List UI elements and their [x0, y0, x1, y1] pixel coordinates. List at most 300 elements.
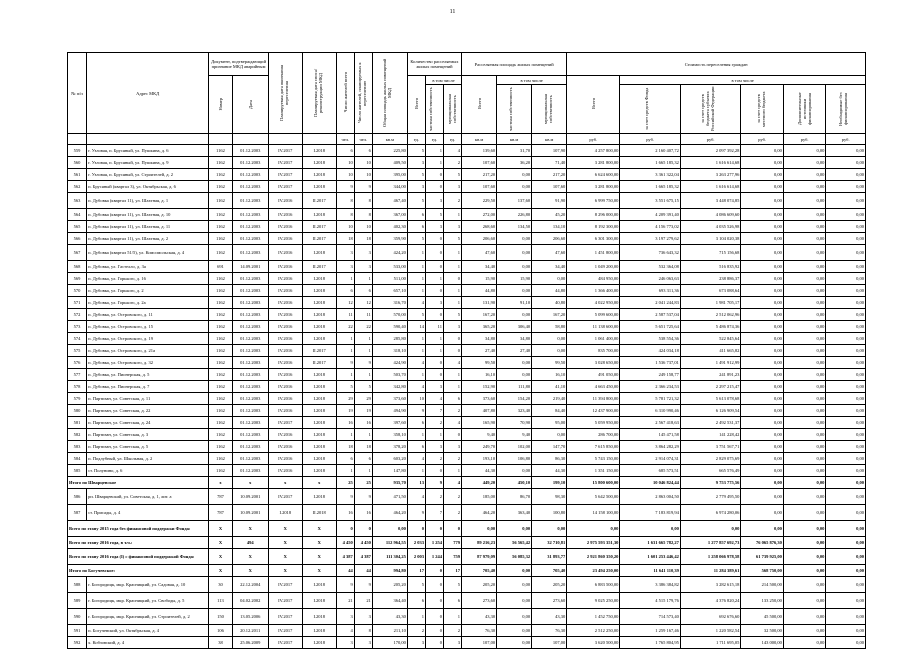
- header-demolition-date: Планируемая дата сноса/ реконструкции МКД: [302, 53, 336, 134]
- subtotal-cell: 0,00: [783, 537, 825, 549]
- table-cell: 471,50: [372, 489, 407, 505]
- table-cell: 4 209 391,40: [620, 209, 681, 221]
- table-cell: IV.2017: [268, 637, 302, 649]
- table-cell: 0,00: [741, 393, 783, 405]
- table-cell: 373,60: [462, 393, 497, 405]
- table-cell: 1: [407, 285, 425, 297]
- table-cell: 6 301 300,00: [567, 233, 620, 245]
- table-cell: 0,00: [826, 145, 866, 157]
- row-number: 569: [68, 273, 87, 285]
- table-cell: 19: [354, 405, 372, 417]
- table-cell: 0,00: [783, 145, 825, 157]
- table-cell: 0,00: [497, 593, 532, 609]
- table-cell: 0: [425, 577, 443, 593]
- subtotal-cell: X: [209, 565, 232, 577]
- row-number: 566: [68, 233, 87, 245]
- table-cell: 22.12.2004: [232, 577, 268, 593]
- table-cell: 91,10: [497, 297, 532, 309]
- header-cost-local: за счет средств местного бюджета: [741, 85, 783, 134]
- table-cell: 238 886,37: [680, 273, 741, 285]
- subtotal-cell: 25: [354, 477, 372, 489]
- table-cell: 1: [443, 245, 461, 261]
- table-cell: 01.12.2003: [232, 333, 268, 345]
- table-cell: 1 220 582,54: [680, 625, 741, 637]
- table-cell: 3 104 020,38: [680, 233, 741, 245]
- table-cell: 167,20: [462, 309, 497, 321]
- header-doc-group: Документ, подтверждающий признание МКД аварийным: [209, 53, 269, 76]
- table-cell: 1162: [209, 145, 232, 157]
- table-cell: 6: [407, 221, 425, 233]
- table-row: [68, 405, 866, 417]
- table-cell: 0,00: [741, 193, 783, 209]
- table-cell: 359,90: [372, 233, 407, 245]
- subtotal-cell: 44: [354, 565, 372, 577]
- subtotal-cell: x: [302, 477, 336, 489]
- table-cell: 0,00: [826, 465, 866, 477]
- table-cell: 0,00: [741, 221, 783, 233]
- table-cell: I.2018: [302, 181, 336, 193]
- table-cell: 424,20: [372, 245, 407, 261]
- table-cell: 424,90: [372, 357, 407, 369]
- row-number: 580: [68, 405, 87, 417]
- table-cell: I.2018: [302, 625, 336, 637]
- row-number: 559: [68, 145, 87, 157]
- table-cell: 44,30: [462, 465, 497, 477]
- table-cell: 31,70: [497, 145, 532, 157]
- subtotal-label: Всего по этапу 2016 года, в т.ч.:: [68, 537, 209, 549]
- address-cell: п. Партизан, ул. Советская, д. 24: [87, 417, 209, 429]
- header-area-private: частная собственность: [497, 85, 532, 134]
- subtotal-cell: 0: [407, 521, 425, 537]
- subtotal-cell: 779: [443, 537, 461, 549]
- table-cell: 323,40: [497, 405, 532, 417]
- table-cell: 3: [425, 221, 443, 233]
- row-number: 579: [68, 393, 87, 405]
- table-cell: 15,90: [497, 273, 532, 285]
- header-total-area: Общая площадь жилых помещений МКД: [372, 53, 407, 134]
- address-cell: г. Богородицк, мкр. Красницкий, ул. Строителей, д. 2: [87, 609, 209, 625]
- table-cell: 44,30: [532, 465, 567, 477]
- subtotal-cell: 25: [336, 477, 354, 489]
- table-cell: 43,30: [532, 609, 567, 625]
- table-cell: 4: [443, 357, 461, 369]
- table-cell: 835 700,00: [567, 345, 620, 357]
- table-cell: 10: [336, 221, 354, 233]
- table-cell: 0,00: [826, 181, 866, 193]
- subtotal-cell: X: [232, 521, 268, 537]
- table-cell: 11: [336, 309, 354, 321]
- table-row: [68, 285, 866, 297]
- table-cell: IV.2016: [268, 209, 302, 221]
- table-row: [68, 453, 866, 465]
- table-cell: 693 311,36: [620, 285, 681, 297]
- subtotal-cell: 44: [336, 565, 354, 577]
- table-cell: 8: [354, 193, 372, 209]
- table-cell: 107,00: [532, 637, 567, 649]
- table-cell: 0,00: [826, 637, 866, 649]
- subtotal-cell: 1 601 253 446,42: [620, 549, 681, 565]
- table-row: [68, 369, 866, 381]
- table-cell: 14.09.2001: [232, 261, 268, 273]
- table-cell: 1162: [209, 233, 232, 245]
- table-cell: 206,60: [462, 233, 497, 245]
- table-cell: 2 914 074,31: [620, 453, 681, 465]
- subtotal-cell: 0,00: [372, 521, 407, 537]
- table-cell: 1: [425, 157, 443, 169]
- table-cell: 1: [354, 369, 372, 381]
- table-cell: 5 642 500,00: [567, 489, 620, 505]
- table-cell: 0,00: [741, 381, 783, 393]
- table-cell: 01.12.2003: [232, 429, 268, 441]
- subtotal-cell: 0: [354, 521, 372, 537]
- table-cell: 1162: [209, 297, 232, 309]
- table-cell: I.2018: [302, 321, 336, 333]
- table-cell: IV.2017: [268, 609, 302, 625]
- table-cell: 0,00: [741, 245, 783, 261]
- table-cell: 10: [336, 169, 354, 181]
- table-cell: 9,40: [462, 429, 497, 441]
- table-cell: 5: [407, 145, 425, 157]
- table-cell: 0,00: [826, 505, 866, 521]
- table-cell: 4 515 179,76: [620, 593, 681, 609]
- header-doc-date: Дата: [232, 76, 268, 134]
- row-number: 574: [68, 333, 87, 345]
- header-rooms-municipal: муниципальная собственность: [443, 85, 461, 134]
- table-cell: 0,00: [826, 169, 866, 181]
- table-cell: 395,00: [372, 169, 407, 181]
- table-cell: 344,00: [372, 181, 407, 193]
- table-cell: 0: [425, 181, 443, 193]
- table-cell: 150: [209, 609, 232, 625]
- table-cell: IV.2016: [268, 357, 302, 369]
- table-cell: IV.2016: [268, 245, 302, 261]
- subtotal-cell: 0,00: [783, 521, 825, 537]
- table-cell: 268,60: [462, 221, 497, 233]
- table-cell: 01.12.2003: [232, 357, 268, 369]
- units-cell-blank: [232, 134, 268, 145]
- table-cell: 464,20: [372, 505, 407, 521]
- subtotal-cell: 494: [232, 537, 268, 549]
- table-cell: 0,00: [741, 417, 783, 429]
- table-cell: 0,00: [783, 465, 825, 477]
- table-cell: 6: [443, 393, 461, 405]
- subtotal-cell: 56 085,32: [497, 549, 532, 565]
- table-cell: 58,80: [532, 321, 567, 333]
- header-area-group: Расселяемая площадь жилых помещений: [462, 53, 567, 76]
- table-cell: 1: [354, 345, 372, 357]
- subtotal-cell: X: [209, 521, 232, 537]
- table-cell: IV.2016: [268, 321, 302, 333]
- table-cell: 1: [407, 261, 425, 273]
- subtotal-cell: X: [302, 521, 336, 537]
- table-cell: 0,00: [826, 333, 866, 345]
- table-cell: 0,00: [783, 441, 825, 453]
- table-cell: 0: [443, 333, 461, 345]
- table-cell: I.2018: [302, 593, 336, 609]
- table-cell: 1: [336, 345, 354, 357]
- table-cell: 342,80: [372, 381, 407, 393]
- table-cell: 1162: [209, 381, 232, 393]
- table-cell: 145 471,58: [620, 429, 681, 441]
- table-cell: 2: [425, 489, 443, 505]
- table-cell: 47,60: [462, 245, 497, 261]
- subtotal-label: Итого по Шварцевское: [68, 477, 209, 489]
- subtotal-cell: 0,00: [783, 477, 825, 489]
- table-cell: 1 665 185,32: [620, 181, 681, 193]
- table-cell: 01.12.2003: [232, 309, 268, 321]
- subtotal-cell: 0,00: [826, 549, 866, 565]
- table-cell: 137,60: [497, 193, 532, 209]
- table-cell: 3 197 279,62: [620, 233, 681, 245]
- unit-cell: руб.: [567, 134, 620, 145]
- address-cell: п. Дубовка, ул. Горького, д. 16: [87, 273, 209, 285]
- table-cell: 3 281 800,00: [567, 157, 620, 169]
- table-row: [68, 637, 866, 649]
- table-cell: 0,00: [826, 309, 866, 321]
- table-cell: 6 999 750,00: [567, 193, 620, 209]
- table-cell: IV.2016: [268, 345, 302, 357]
- subtotal-cell: 0,00: [532, 521, 567, 537]
- table-cell: 18: [354, 233, 372, 245]
- subtotal-cell: 61 739 925,00: [741, 549, 783, 565]
- table-cell: 107,60: [532, 181, 567, 193]
- table-cell: 1162: [209, 417, 232, 429]
- table-cell: 0,00: [783, 193, 825, 209]
- subtotal-cell: 0,00: [497, 565, 532, 577]
- subtotal-cell: 76 065 876,30: [741, 537, 783, 549]
- table-cell: 01.12.2003: [232, 193, 268, 209]
- subtotal-cell: 4 387: [354, 549, 372, 565]
- table-cell: 205,20: [372, 577, 407, 593]
- table-cell: 1: [336, 465, 354, 477]
- table-cell: 134,10: [532, 221, 567, 233]
- table-cell: 0,00: [783, 405, 825, 417]
- table-cell: 2 587 537,04: [620, 309, 681, 321]
- table-cell: 2 863 004,50: [620, 489, 681, 505]
- table-row: [68, 577, 866, 593]
- table-cell: 0,00: [741, 273, 783, 285]
- subtotal-cell: 568 750,00: [741, 565, 783, 577]
- table-cell: 9: [354, 357, 372, 369]
- table-cell: 0,00: [783, 169, 825, 181]
- table-cell: I.2018: [302, 405, 336, 417]
- table-cell: 8: [354, 625, 372, 637]
- table-cell: 0: [425, 233, 443, 245]
- table-cell: 9: [336, 489, 354, 505]
- table-row: [68, 429, 866, 441]
- table-cell: 5: [407, 193, 425, 209]
- table-cell: 1 491 912,99: [680, 357, 741, 369]
- table-cell: 8 296 000,00: [567, 209, 620, 221]
- table-cell: 0,00: [783, 577, 825, 593]
- table-cell: 665 576,49: [680, 465, 741, 477]
- subtotal-cell: X: [302, 565, 336, 577]
- address-cell: ст. Полунино, д. 6: [87, 465, 209, 477]
- table-cell: 133 250,00: [741, 593, 783, 609]
- table-cell: 225,80: [372, 145, 407, 157]
- table-cell: II.2018: [302, 505, 336, 521]
- table-cell: 01.12.2003: [232, 157, 268, 169]
- subtotal-cell: 0,00: [826, 477, 866, 489]
- table-cell: 3 551 675,15: [620, 193, 681, 209]
- subtotal-cell: 0,00: [783, 549, 825, 565]
- table-cell: 86,70: [497, 489, 532, 505]
- table-cell: 3: [336, 637, 354, 649]
- table-cell: 10.09.2001: [232, 489, 268, 505]
- table-cell: 4: [336, 625, 354, 637]
- table-cell: 657,10: [372, 285, 407, 297]
- table-cell: IV.2016: [268, 273, 302, 285]
- table-row: [68, 297, 866, 309]
- table-cell: 21: [336, 593, 354, 609]
- header-address: Адрес МКД: [87, 53, 209, 134]
- table-cell: 484 950,00: [567, 273, 620, 285]
- table-cell: 34,80: [462, 333, 497, 345]
- subtotal-label: Всего по этапу 2016 года (I) с финансовой поддержкой Фонда:: [68, 549, 209, 565]
- table-cell: 3 620 500,00: [567, 637, 620, 649]
- table-cell: II.2017: [302, 221, 336, 233]
- subtotal-cell: X: [268, 537, 302, 549]
- table-row: [68, 489, 866, 505]
- table-cell: 32 500,00: [741, 625, 783, 637]
- table-cell: 9: [407, 505, 425, 521]
- table-cell: 25.06.2009: [232, 637, 268, 649]
- table-cell: 4: [443, 417, 461, 429]
- table-cell: 1 765 804,95: [620, 637, 681, 649]
- table-cell: 6: [336, 145, 354, 157]
- table-cell: 0,00: [741, 169, 783, 181]
- table-cell: I.2018: [302, 333, 336, 345]
- table-cell: 2 567 418,63: [620, 417, 681, 429]
- units-cell-blank: [302, 134, 336, 145]
- table-cell: 4: [407, 357, 425, 369]
- table-cell: 0,00: [783, 417, 825, 429]
- subtotal-cell: 10 046 824,44: [620, 477, 681, 489]
- row-number: 567: [68, 245, 87, 261]
- table-row: [68, 221, 866, 233]
- row-number: 583: [68, 441, 87, 453]
- table-cell: IV.2017: [268, 169, 302, 181]
- table-cell: 0: [425, 465, 443, 477]
- row-number: 577: [68, 369, 87, 381]
- table-cell: II.2017: [302, 357, 336, 369]
- table-cell: IV.2016: [268, 193, 302, 209]
- subtotal-cell: 994,80: [372, 565, 407, 577]
- address-cell: г. Узловая, п. Брусяный, ул. Пушкина, д. 9: [87, 157, 209, 169]
- table-cell: 0,00: [741, 333, 783, 345]
- table-cell: 0: [425, 245, 443, 261]
- address-cell: ст. Присады, д. 4: [87, 505, 209, 521]
- table-cell: 1: [443, 209, 461, 221]
- table-cell: 16: [354, 505, 372, 521]
- table-row: [68, 145, 866, 157]
- table-cell: 0,00: [741, 297, 783, 309]
- table-cell: 5: [443, 309, 461, 321]
- table-cell: 0,00: [783, 345, 825, 357]
- table-cell: 107,60: [462, 157, 497, 169]
- table-cell: 4 022 950,00: [567, 297, 620, 309]
- subtotal-cell: x: [209, 477, 232, 489]
- table-cell: I.2018: [302, 285, 336, 297]
- subtotal-cell: 0: [425, 565, 443, 577]
- table-cell: 0: [443, 429, 461, 441]
- table-cell: 01.12.2003: [232, 369, 268, 381]
- table-cell: 20.12.2011: [232, 625, 268, 637]
- table-cell: 0: [425, 261, 443, 273]
- table-cell: 1162: [209, 157, 232, 169]
- table-cell: 306,40: [497, 321, 532, 333]
- table-row: [68, 357, 866, 369]
- table-cell: 1 366 400,00: [567, 285, 620, 297]
- table-cell: 511,00: [372, 273, 407, 285]
- table-cell: 2: [443, 505, 461, 521]
- table-cell: 18: [354, 441, 372, 453]
- table-cell: 4 086 609,60: [680, 209, 741, 221]
- subtotal-cell: 199,10: [532, 477, 567, 489]
- table-cell: 2: [407, 625, 425, 637]
- table-cell: 7: [425, 505, 443, 521]
- table-cell: 107,00: [462, 637, 497, 649]
- unit-cell: руб.: [741, 134, 783, 145]
- subtotal-cell: 450,10: [497, 477, 532, 489]
- table-cell: 1162: [209, 209, 232, 221]
- table-cell: 01.12.2003: [232, 465, 268, 477]
- table-cell: I.2018: [302, 169, 336, 181]
- table-cell: 0,00: [741, 157, 783, 169]
- table-row: [68, 309, 866, 321]
- table-cell: 0,00: [783, 489, 825, 505]
- table-cell: 0,00: [783, 309, 825, 321]
- table-cell: 0,00: [783, 393, 825, 405]
- table-cell: 16: [336, 417, 354, 429]
- table-cell: 4 257 800,00: [567, 145, 620, 157]
- header-area-municipal: муниципальная собственность: [532, 85, 567, 134]
- table-cell: 1 061 400,00: [567, 333, 620, 345]
- table-cell: 15,90: [462, 273, 497, 285]
- table-cell: 407,80: [462, 405, 497, 417]
- table-cell: II.2017: [302, 345, 336, 357]
- table-cell: I.2018: [302, 489, 336, 505]
- table-row: [68, 625, 866, 637]
- subtotal-cell: 0,00: [826, 521, 866, 537]
- table-cell: 0,00: [497, 577, 532, 593]
- table-cell: 0,00: [741, 233, 783, 245]
- table-cell: I.2018: [302, 609, 336, 625]
- table-cell: 1 981 705,17: [680, 297, 741, 309]
- address-cell: п. Дубовка (квартал 11), ул. Шахтная, д. 1: [87, 193, 209, 209]
- table-cell: 467,40: [372, 193, 407, 209]
- table-cell: 494,90: [372, 405, 407, 417]
- unit-cell: ед.: [407, 134, 425, 145]
- subtotal-cell: 0: [443, 521, 461, 537]
- subtotal-label: Всего по этапу 2015 года без финансовой поддержки Фонда:: [68, 521, 209, 537]
- table-cell: 21: [354, 593, 372, 609]
- table-cell: 99,50: [462, 357, 497, 369]
- table-cell: 0,00: [783, 209, 825, 221]
- table-cell: 6: [407, 441, 425, 453]
- table-cell: 0,00: [497, 261, 532, 273]
- table-cell: 1 452 750,00: [567, 609, 620, 625]
- table-cell: 16: [354, 417, 372, 429]
- table-cell: 0: [443, 345, 461, 357]
- row-number: 587: [68, 505, 87, 521]
- table-cell: 0,00: [497, 181, 532, 193]
- subtotal-cell: X: [232, 549, 268, 565]
- table-cell: 01.12.2003: [232, 145, 268, 157]
- table-cell: 8: [336, 209, 354, 221]
- table-cell: 1 351 150,00: [567, 465, 620, 477]
- address-cell: п. Подлубный, ул. Школьная, д. 2: [87, 453, 209, 465]
